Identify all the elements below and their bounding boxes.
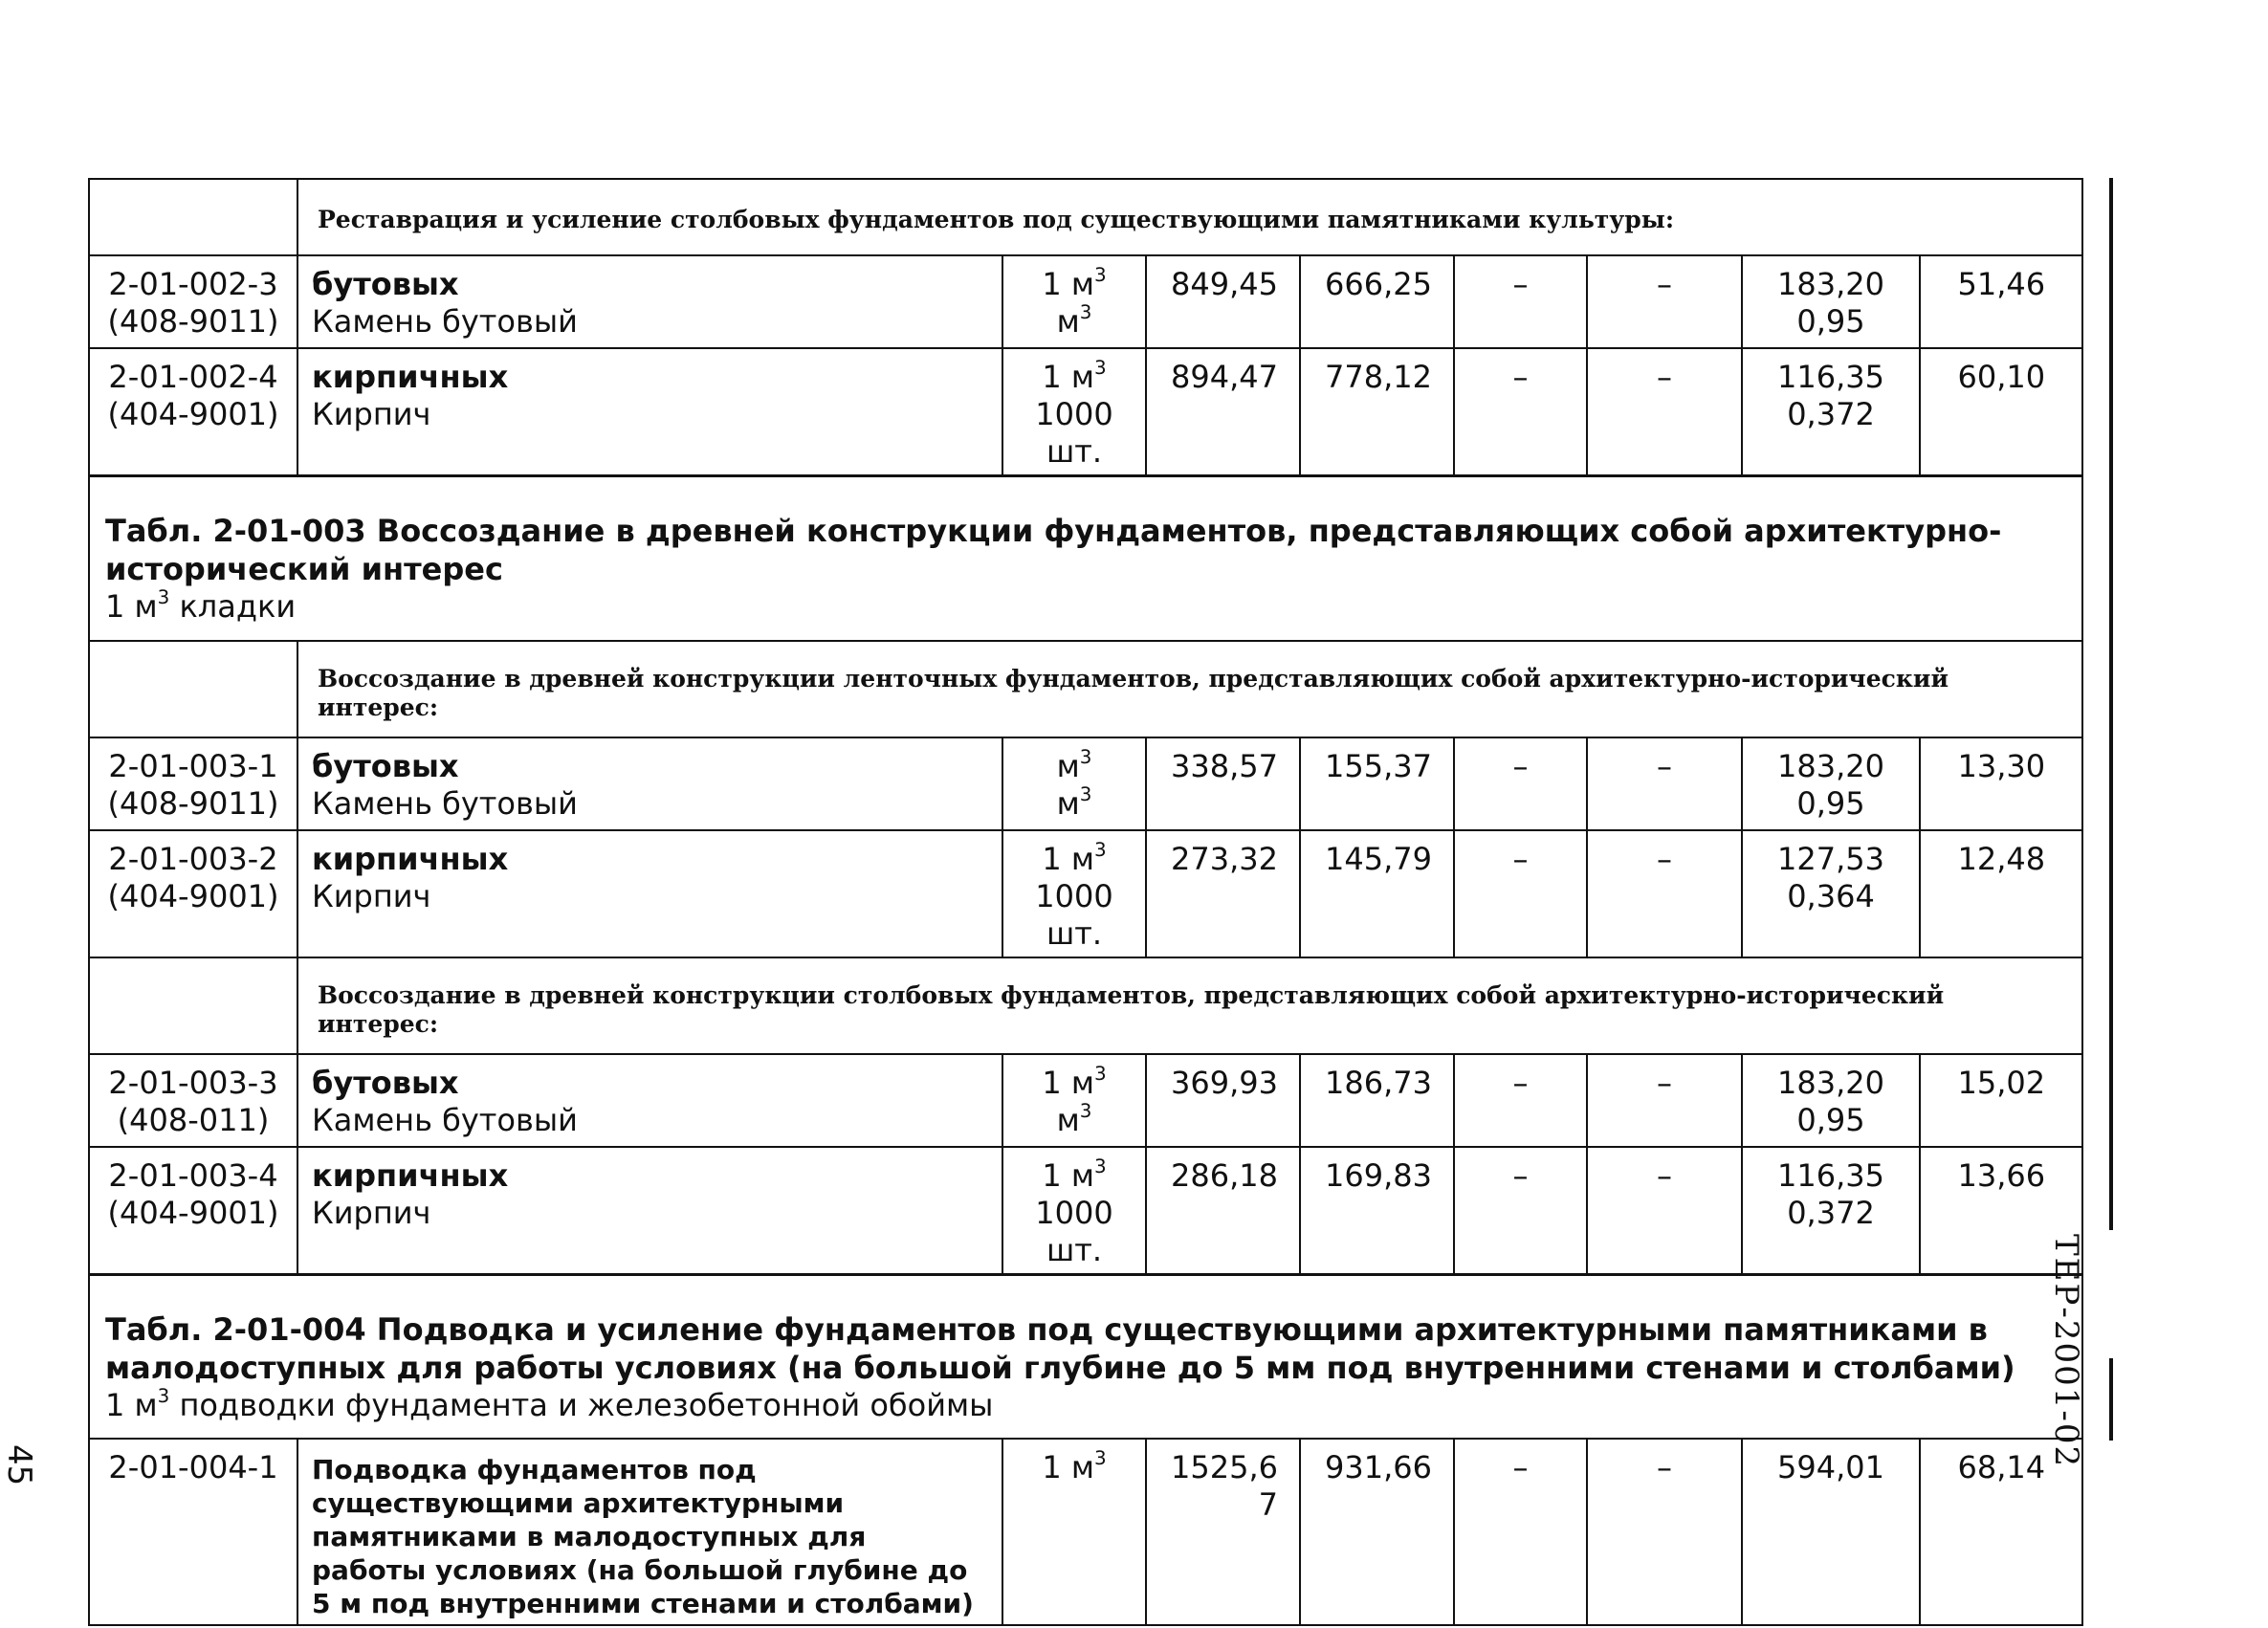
material-name: Камень бутовый — [312, 784, 578, 822]
total-cost: 849,45 — [1146, 255, 1300, 348]
material-cost: 116,35 — [1777, 359, 1884, 395]
resource-code: (404-9001) — [107, 877, 279, 914]
section-unit — [105, 1384, 2066, 1423]
table-row — [89, 737, 2082, 830]
unit-superscript: 3 — [1079, 782, 1092, 805]
rate-code-cell — [89, 1147, 297, 1275]
section-unit-suffix: подводки фундамента и железобетонной обоймы — [169, 1386, 994, 1423]
section-title: Табл. 2-01-004 Подводка и усиление фундаментов под существующими архитектурными памятниками в малодоступных для работы условиях (на большой глубине до 5 мм под внутренними стенами и столбами) — [105, 1310, 2015, 1386]
material-cost-cell — [1742, 255, 1920, 348]
labor-cost: 68,14 — [1920, 1439, 2082, 1625]
subheader-text: Воссоздание в древней конструкции столбовых фундаментов, представляющих собой архитектурно-исторический интерес: — [297, 957, 2082, 1054]
unit-cell — [1002, 1147, 1146, 1275]
section-title-cell — [89, 1274, 2082, 1439]
unit-superscript: 3 — [1079, 301, 1092, 324]
material-cost: 594,01 — [1742, 1439, 1920, 1625]
unit-cell — [1002, 1054, 1146, 1147]
labor-cost: 15,02 — [1920, 1054, 2082, 1147]
section-unit-prefix: 1 м — [105, 1386, 158, 1423]
unit-cell — [1002, 830, 1146, 957]
wage-cost: 186,73 — [1300, 1054, 1454, 1147]
machine-cost: – — [1454, 830, 1587, 957]
unit-text: 1 м — [1042, 266, 1095, 302]
material-cost-cell — [1742, 1054, 1920, 1147]
table-row — [89, 830, 2082, 957]
total-cost: 286,18 — [1146, 1147, 1300, 1275]
unit-cell — [1002, 1439, 1146, 1625]
unit-superscript: 3 — [1079, 745, 1092, 768]
section-unit-superscript: 3 — [157, 586, 170, 609]
subheader-row — [89, 641, 2082, 737]
work-name-cell — [297, 1054, 1002, 1147]
unit-text: м — [1056, 784, 1080, 822]
table-row — [89, 255, 2082, 348]
rate-code: 2-01-003-2 — [108, 840, 278, 877]
unit-superscript: 3 — [1094, 1155, 1107, 1177]
material-name: Кирпич — [312, 1194, 431, 1231]
material-cost: 183,20 — [1777, 266, 1884, 302]
wage-cost: 169,83 — [1300, 1147, 1454, 1275]
total-cost: 273,32 — [1146, 830, 1300, 957]
machinist-wage: – — [1587, 255, 1742, 348]
work-name-cell — [297, 255, 1002, 348]
machine-cost: – — [1454, 1439, 1587, 1625]
labor-cost: 60,10 — [1920, 348, 2082, 476]
rate-code: 2-01-004-1 — [89, 1439, 297, 1625]
table-row — [89, 1054, 2082, 1147]
material-quantity: 0,95 — [1796, 303, 1865, 340]
subheader-empty-cell — [89, 641, 297, 737]
wage-cost: 145,79 — [1300, 830, 1454, 957]
rate-code-cell — [89, 830, 297, 957]
rate-code: 2-01-002-3 — [108, 266, 278, 302]
machinist-wage: – — [1587, 1439, 1742, 1625]
section-title-cell — [89, 476, 2082, 641]
table-header-row — [89, 179, 2082, 255]
work-name: бутовых — [312, 747, 459, 784]
labor-cost: 51,46 — [1920, 255, 2082, 348]
rate-code-cell — [89, 737, 297, 830]
section-title-row — [89, 1274, 2082, 1439]
machinist-wage: – — [1587, 348, 1742, 476]
unit-text: 1000 шт. — [1035, 396, 1113, 470]
work-name: бутовых — [312, 266, 459, 302]
labor-cost: 13,66 — [1920, 1147, 2082, 1275]
material-quantity: 0,95 — [1796, 1101, 1865, 1138]
wage-cost: 155,37 — [1300, 737, 1454, 830]
unit-text: шт. — [1046, 914, 1103, 952]
work-name: бутовых — [312, 1064, 459, 1101]
machinist-wage: – — [1587, 1147, 1742, 1275]
material-name: Кирпич — [312, 396, 431, 432]
rate-code-cell — [89, 1054, 297, 1147]
material-cost: 183,20 — [1777, 747, 1884, 784]
section-title-row — [89, 476, 2082, 641]
machine-cost: – — [1454, 737, 1587, 830]
resource-code: (408-9011) — [107, 784, 279, 822]
total-cost: 369,93 — [1146, 1054, 1300, 1147]
total-cost: 894,47 — [1146, 348, 1300, 476]
rate-code-cell — [89, 348, 297, 476]
table-row — [89, 348, 2082, 476]
machine-cost: – — [1454, 348, 1587, 476]
material-cost-cell — [1742, 348, 1920, 476]
material-cost-cell — [1742, 830, 1920, 957]
wage-cost: 666,25 — [1300, 255, 1454, 348]
work-description: Подводка фундаментов под существующими архитектурными памятниками в малодоступных для работы условиях (на большой глубине до 5 м под внутренними стенами и столбами) — [312, 1454, 974, 1619]
work-name: кирпичных — [312, 840, 509, 877]
work-name: кирпичных — [312, 359, 509, 395]
resource-code: (404-9001) — [107, 396, 279, 432]
section-unit — [105, 588, 2066, 625]
material-quantity: 0,372 — [1787, 396, 1875, 432]
unit-text: 1 м — [1042, 1449, 1095, 1485]
material-cost-cell — [1742, 1147, 1920, 1275]
unit-text: 1 м — [1042, 359, 1095, 395]
work-name-cell — [297, 1147, 1002, 1275]
material-cost: 183,20 — [1777, 1064, 1884, 1101]
subheader-empty-cell — [89, 957, 297, 1054]
material-name: Кирпич — [312, 877, 431, 914]
subheader-row — [89, 957, 2082, 1054]
labor-cost: 13,30 — [1920, 737, 2082, 830]
section-unit-suffix: кладки — [169, 588, 297, 625]
section-title: Табл. 2-01-003 Воссоздание в древней конструкции фундаментов, представляющих собой архитектурно-исторический интерес — [105, 513, 2002, 587]
total-cost: 338,57 — [1146, 737, 1300, 830]
unit-cell — [1002, 348, 1146, 476]
labor-cost: 12,48 — [1920, 830, 2082, 957]
work-description-cell — [297, 1439, 1002, 1625]
section-unit-prefix: 1 м — [105, 588, 158, 625]
page-number: 45 — [0, 1444, 38, 1486]
material-name: Камень бутовый — [312, 303, 578, 340]
header-empty-cell — [89, 179, 297, 255]
machinist-wage: – — [1587, 737, 1742, 830]
unit-superscript: 3 — [1079, 1099, 1092, 1122]
machine-cost: – — [1454, 1054, 1587, 1147]
unit-cell — [1002, 255, 1146, 348]
machine-cost: – — [1454, 255, 1587, 348]
rates-table — [88, 178, 2083, 1626]
machinist-wage: – — [1587, 830, 1742, 957]
unit-text: 1 м — [1042, 1156, 1095, 1194]
unit-superscript: 3 — [1094, 1447, 1107, 1470]
work-name: кирпичных — [312, 1156, 509, 1194]
header-text: Реставрация и усиление столбовых фундаментов под существующими памятниками культуры: — [297, 179, 2082, 255]
rate-code-cell — [89, 255, 297, 348]
unit-superscript: 3 — [1094, 1062, 1107, 1085]
table-row — [89, 1147, 2082, 1275]
unit-text: 1 м — [1042, 1064, 1095, 1101]
material-quantity: 0,95 — [1796, 784, 1865, 822]
machinist-wage: – — [1587, 1054, 1742, 1147]
rate-code: 2-01-003-4 — [108, 1156, 278, 1194]
document-code-label: ТЕР-2001-02 — [2047, 1234, 2085, 1469]
machine-cost: – — [1454, 1147, 1587, 1275]
work-name-cell — [297, 737, 1002, 830]
subheader-text: Воссоздание в древней конструкции ленточных фундаментов, представляющих собой архитектурно-исторический интерес: — [297, 641, 2082, 737]
section-unit-superscript: 3 — [157, 1384, 170, 1407]
work-name-cell — [297, 830, 1002, 957]
rate-code: 2-01-003-1 — [108, 747, 278, 784]
material-quantity: 0,364 — [1787, 877, 1875, 914]
side-rule-bottom — [2109, 1358, 2113, 1441]
total-cost: 1525,67 — [1146, 1439, 1300, 1625]
wage-cost: 778,12 — [1300, 348, 1454, 476]
unit-superscript: 3 — [1094, 838, 1107, 861]
unit-text: м — [1056, 747, 1080, 784]
material-cost: 116,35 — [1777, 1156, 1884, 1194]
material-cost: 127,53 — [1777, 840, 1884, 877]
wage-cost: 931,66 — [1300, 1439, 1454, 1625]
resource-code: (408-9011) — [107, 303, 279, 340]
resource-code: (404-9001) — [107, 1194, 279, 1231]
unit-superscript: 3 — [1094, 264, 1107, 287]
unit-text: 1000 шт. — [1035, 1194, 1113, 1268]
table-row — [89, 1439, 2082, 1625]
material-quantity: 0,372 — [1787, 1194, 1875, 1231]
unit-cell — [1002, 737, 1146, 830]
unit-superscript: 3 — [1094, 357, 1107, 380]
rate-code: 2-01-002-4 — [108, 359, 278, 395]
material-cost-cell — [1742, 737, 1920, 830]
material-name: Камень бутовый — [312, 1101, 578, 1138]
side-rule-top — [2109, 178, 2113, 1230]
unit-text: м — [1056, 303, 1080, 340]
unit-text: м — [1056, 1101, 1080, 1138]
unit-text-tail: 1000 — [1035, 877, 1113, 914]
unit-text: 1 м — [1042, 840, 1095, 877]
work-name-cell — [297, 348, 1002, 476]
rate-code: 2-01-003-3 — [108, 1064, 278, 1101]
resource-code: (408-011) — [117, 1101, 270, 1138]
